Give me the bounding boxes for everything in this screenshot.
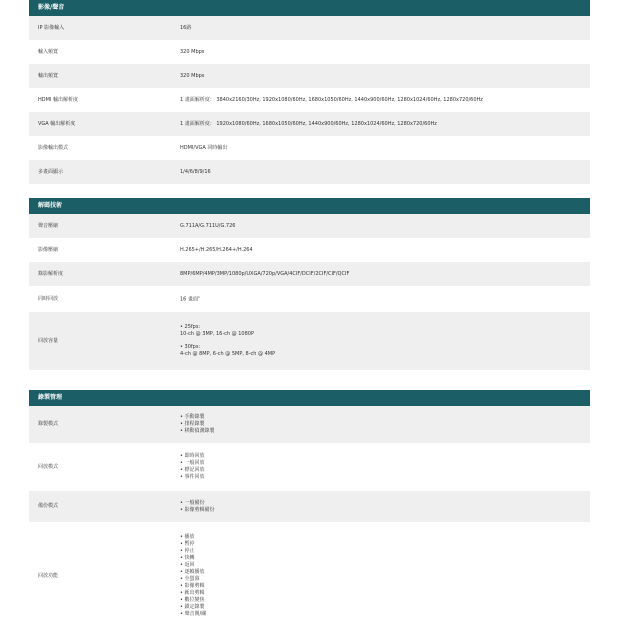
spec-label: HDMI 輸出解析度 <box>38 96 78 103</box>
spec-row <box>29 262 590 286</box>
spec-row <box>29 238 590 262</box>
spec-table <box>29 0 590 630</box>
spec-value <box>171 500 590 514</box>
spec-row <box>29 88 590 112</box>
list-line: • 25fps: <box>180 324 201 330</box>
list-line: • 排程錄製 <box>180 421 205 427</box>
spec-label: 回放模式 <box>38 463 59 470</box>
list-line: • 返回 <box>180 562 195 568</box>
list-line: • 匯出剪輯 <box>180 590 205 596</box>
spec-label: 錄製模式 <box>38 421 59 427</box>
list-line: • 影像剪輯 <box>180 583 205 589</box>
list-line: • 逐幀播放 <box>180 569 205 575</box>
section-header-av: 影像/聲音 <box>29 0 590 16</box>
spec-row <box>29 312 590 370</box>
spec-value: 1 畫面解析度： 1920x1080/60Hz, 1680x1050/60Hz, 1440x900/60Hz, 1280x1024/60Hz, 1280x720/60Hz <box>180 120 437 127</box>
spec-row <box>29 406 590 443</box>
list-line: • 鎖定錄製 <box>180 604 205 610</box>
list-line: • 手動錄製 <box>180 414 205 420</box>
spec-value: HDMI/VGA 同時輸出 <box>180 144 228 151</box>
list-line: • 停止 <box>180 548 195 554</box>
list-line: 10-ch @ 3MP, 16-ch @ 1080P <box>180 331 254 337</box>
spec-value: 16路 <box>180 24 192 31</box>
spec-value-text: 16 畫面 <box>180 296 198 303</box>
spec-value: 8MP/6MP/4MP/3MP/1080p/UXGA/720p/VGA/4CIF/DCIF/2CIF/CIF/QCIF <box>180 270 350 277</box>
list-line: • 事件回放 <box>180 474 205 480</box>
spec-value <box>171 453 590 481</box>
spec-label: 回放容量 <box>38 337 59 344</box>
spec-row <box>29 40 590 64</box>
spec-row <box>29 491 590 522</box>
spec-row <box>29 136 590 160</box>
spec-label: 備份模式 <box>38 503 59 509</box>
spec-value <box>171 324 590 358</box>
list-line: • 聲音開/關 <box>180 611 207 617</box>
spec-row <box>29 522 590 630</box>
spec-row <box>29 286 590 312</box>
section-header-recording: 錄製管理 <box>29 390 590 406</box>
list-line: • 30fps: <box>180 344 201 350</box>
spec-value: 1 畫面解析度： 3840x2160/30Hz, 1920x1080/60Hz, 1680x1050/60Hz, 1440x900/60Hz, 1280x1024/60Hz, 1280x720/60Hz <box>180 96 483 103</box>
spec-value: H.265+/H.265/H.264+/H.264 <box>180 246 253 253</box>
list-line: • 快轉 <box>180 555 195 561</box>
spec-value: G.711A/G.711U/G.726 <box>180 222 236 229</box>
footnote-marker: 1 <box>197 295 200 300</box>
spec-label: 輸出頻寬 <box>38 72 59 79</box>
spec-value <box>171 414 590 435</box>
spec-value <box>171 294 590 304</box>
list-line: • 一般回放 <box>180 460 205 466</box>
spec-label: 回放功能 <box>38 572 59 579</box>
list-line: • 標記回放 <box>180 467 205 473</box>
spec-label: 多畫面顯示 <box>38 168 64 175</box>
list-line: • 一般備份 <box>180 499 205 506</box>
spec-label: VGA 輸出解析度 <box>38 120 76 127</box>
spec-row <box>29 112 590 136</box>
list-line: • 影像剪輯備份 <box>180 506 215 513</box>
spec-label: 聲音壓縮 <box>38 222 59 229</box>
spec-value: 1/4/6/8/9/16 <box>180 168 211 175</box>
spec-row <box>29 64 590 88</box>
list-line: • 移動偵測錄製 <box>180 428 215 434</box>
spec-row <box>29 214 590 238</box>
list-line: • 播放 <box>180 534 195 540</box>
list-line: • 即時回放 <box>180 453 205 459</box>
section-gap <box>29 370 590 390</box>
list-line: • 全螢幕 <box>180 576 200 582</box>
spec-value <box>171 534 590 618</box>
spec-label: 影像輸出模式 <box>38 144 69 151</box>
list-line: • 數位變焦 <box>180 597 205 603</box>
spec-label: 錄影解析度 <box>38 270 64 277</box>
spec-label: 輸入頻寬 <box>38 48 59 55</box>
spec-label: 同時回放 <box>38 295 59 302</box>
list-line: 4-ch @ 8MP, 6-ch @ 5MP, 8-ch @ 4MP <box>180 351 276 357</box>
spec-label: 影像壓縮 <box>38 246 59 253</box>
section-gap <box>29 184 590 198</box>
spec-value: 320 Mbps <box>180 72 205 79</box>
spec-row <box>29 160 590 184</box>
spec-label: IP 影像輸入 <box>38 24 65 31</box>
section-header-codec: 解碼技術 <box>29 198 590 214</box>
spec-row <box>29 443 590 491</box>
spec-value: 320 Mbps <box>180 48 205 55</box>
spec-row <box>29 16 590 40</box>
list-line: • 暫停 <box>180 541 195 547</box>
